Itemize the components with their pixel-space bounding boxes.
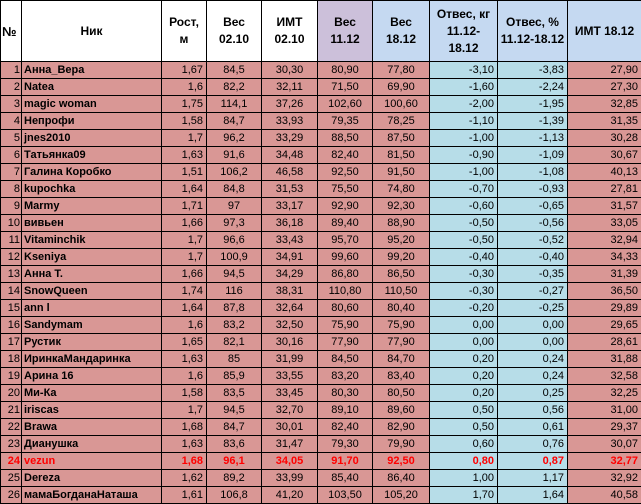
cell-row-number[interactable]: 4	[1, 113, 22, 130]
table-row	[1, 402, 641, 419]
cell-bmi-0210[interactable]: 34,29	[262, 266, 318, 283]
header-loss-kg[interactable]: Отвес, кг 11.12-18.12	[430, 1, 498, 62]
cell-weight-1812[interactable]: 83,40	[373, 368, 430, 385]
cell-loss-kg[interactable]: 0,20	[430, 385, 498, 402]
cell-height[interactable]: 1,74	[162, 283, 207, 300]
cell-bmi-1812[interactable]: 32,58	[568, 368, 641, 385]
cell-height[interactable]: 1,75	[162, 96, 207, 113]
cell-loss-kg[interactable]: 0,50	[430, 419, 498, 436]
cell-weight-0210[interactable]: 114,1	[207, 96, 262, 113]
cell-row-number[interactable]: 6	[1, 147, 22, 164]
cell-loss-kg[interactable]: -0,70	[430, 181, 498, 198]
cell-weight-1812[interactable]: 84,70	[373, 351, 430, 368]
cell-height[interactable]: 1,6	[162, 368, 207, 385]
cell-row-number[interactable]: 7	[1, 164, 22, 181]
cell-row-number[interactable]: 16	[1, 317, 22, 334]
cell-bmi-0210[interactable]: 30,30	[262, 62, 318, 79]
cell-loss-pct[interactable]: 0,61	[498, 419, 568, 436]
cell-nick[interactable]: Sandymam	[22, 317, 162, 334]
cell-loss-pct[interactable]: -3,83	[498, 62, 568, 79]
cell-row-number[interactable]: 25	[1, 470, 22, 487]
cell-loss-pct[interactable]: 1,17	[498, 470, 568, 487]
cell-weight-1112[interactable]: 80,60	[318, 300, 373, 317]
cell-bmi-0210[interactable]: 33,99	[262, 470, 318, 487]
cell-loss-pct[interactable]: 0,24	[498, 368, 568, 385]
cell-weight-0210[interactable]: 106,2	[207, 164, 262, 181]
cell-row-number[interactable]: 10	[1, 215, 22, 232]
cell-loss-pct[interactable]: -0,65	[498, 198, 568, 215]
table-row	[1, 334, 641, 351]
cell-bmi-1812[interactable]: 29,65	[568, 317, 641, 334]
cell-height[interactable]: 1,68	[162, 453, 207, 470]
table-row	[1, 368, 641, 385]
cell-weight-0210[interactable]: 85,9	[207, 368, 262, 385]
cell-weight-1112[interactable]: 79,35	[318, 113, 373, 130]
cell-row-number[interactable]: 20	[1, 385, 22, 402]
cell-bmi-0210[interactable]: 34,05	[262, 453, 318, 470]
cell-bmi-0210[interactable]: 31,47	[262, 436, 318, 453]
cell-row-number[interactable]: 11	[1, 232, 22, 249]
cell-weight-1812[interactable]: 87,50	[373, 130, 430, 147]
cell-loss-pct[interactable]: -0,93	[498, 181, 568, 198]
cell-weight-1812[interactable]: 78,25	[373, 113, 430, 130]
cell-bmi-1812[interactable]: 30,67	[568, 147, 641, 164]
cell-bmi-0210[interactable]: 33,93	[262, 113, 318, 130]
cell-bmi-0210[interactable]: 38,31	[262, 283, 318, 300]
cell-loss-pct[interactable]: -1,09	[498, 147, 568, 164]
cell-bmi-0210[interactable]: 32,64	[262, 300, 318, 317]
cell-nick[interactable]: iriscas	[22, 402, 162, 419]
cell-bmi-0210[interactable]: 34,91	[262, 249, 318, 266]
cell-row-number[interactable]: 21	[1, 402, 22, 419]
cell-nick[interactable]: Татьянка09	[22, 147, 162, 164]
table-row	[1, 62, 641, 79]
cell-bmi-1812[interactable]: 28,61	[568, 334, 641, 351]
cell-weight-1812[interactable]: 95,20	[373, 232, 430, 249]
cell-nick[interactable]: Dereza	[22, 470, 162, 487]
cell-loss-kg[interactable]: 0,80	[430, 453, 498, 470]
cell-row-number[interactable]: 26	[1, 487, 22, 504]
cell-nick[interactable]: Marmy	[22, 198, 162, 215]
cell-height[interactable]: 1,7	[162, 232, 207, 249]
cell-weight-0210[interactable]: 96,1	[207, 453, 262, 470]
cell-weight-0210[interactable]: 116	[207, 283, 262, 300]
cell-weight-1112[interactable]: 91,70	[318, 453, 373, 470]
cell-loss-kg[interactable]: -1,60	[430, 79, 498, 96]
cell-weight-0210[interactable]: 91,6	[207, 147, 262, 164]
cell-row-number[interactable]: 17	[1, 334, 22, 351]
cell-nick[interactable]: Kseniya	[22, 249, 162, 266]
cell-weight-0210[interactable]: 83,5	[207, 385, 262, 402]
cell-loss-pct[interactable]: 0,24	[498, 351, 568, 368]
cell-height[interactable]: 1,67	[162, 62, 207, 79]
cell-row-number[interactable]: 12	[1, 249, 22, 266]
cell-weight-1812[interactable]: 86,40	[373, 470, 430, 487]
cell-bmi-1812[interactable]: 27,90	[568, 62, 641, 79]
cell-weight-0210[interactable]: 97,3	[207, 215, 262, 232]
table-row	[1, 436, 641, 453]
cell-nick[interactable]: Natea	[22, 79, 162, 96]
cell-weight-1812[interactable]: 81,50	[373, 147, 430, 164]
cell-nick[interactable]: Анна_Вера	[22, 62, 162, 79]
table-row	[1, 164, 641, 181]
cell-loss-pct[interactable]: 0,00	[498, 317, 568, 334]
cell-height[interactable]: 1,58	[162, 385, 207, 402]
cell-loss-pct[interactable]: -0,52	[498, 232, 568, 249]
cell-loss-pct[interactable]: -0,25	[498, 300, 568, 317]
cell-bmi-1812[interactable]: 27,30	[568, 79, 641, 96]
table-row	[1, 96, 641, 113]
cell-weight-1812[interactable]: 86,50	[373, 266, 430, 283]
header-number[interactable]: №	[1, 1, 22, 62]
cell-weight-0210[interactable]: 96,2	[207, 130, 262, 147]
cell-height[interactable]: 1,63	[162, 351, 207, 368]
cell-nick[interactable]: мамаБогданаНаташа	[22, 487, 162, 504]
cell-height[interactable]: 1,66	[162, 266, 207, 283]
cell-nick[interactable]: Рустик	[22, 334, 162, 351]
cell-nick[interactable]: Анна Т.	[22, 266, 162, 283]
cell-weight-0210[interactable]: 96,6	[207, 232, 262, 249]
cell-weight-1812[interactable]: 91,50	[373, 164, 430, 181]
cell-weight-1812[interactable]: 80,40	[373, 300, 430, 317]
header-bmi-1812[interactable]: ИМТ 18.12	[568, 1, 641, 62]
cell-nick[interactable]: вивьен	[22, 215, 162, 232]
cell-nick[interactable]: jnes2010	[22, 130, 162, 147]
cell-row-number[interactable]: 15	[1, 300, 22, 317]
cell-bmi-1812[interactable]: 40,13	[568, 164, 641, 181]
cell-weight-1812[interactable]: 74,80	[373, 181, 430, 198]
cell-loss-kg[interactable]: -2,00	[430, 96, 498, 113]
table-row	[1, 351, 641, 368]
header-weight-1812[interactable]: Вес 18.12	[373, 1, 430, 62]
cell-loss-kg[interactable]: 0,00	[430, 334, 498, 351]
header-bmi-0210[interactable]: ИМТ 02.10	[262, 1, 318, 62]
cell-nick[interactable]: kupochka	[22, 181, 162, 198]
cell-bmi-0210[interactable]: 32,11	[262, 79, 318, 96]
cell-loss-kg[interactable]: -0,40	[430, 249, 498, 266]
cell-loss-kg[interactable]: -0,50	[430, 215, 498, 232]
cell-loss-pct[interactable]: 1,64	[498, 487, 568, 504]
cell-weight-0210[interactable]: 83,6	[207, 436, 262, 453]
cell-weight-1112[interactable]: 80,90	[318, 62, 373, 79]
cell-loss-kg[interactable]: 1,00	[430, 470, 498, 487]
cell-loss-kg[interactable]: -0,50	[430, 232, 498, 249]
cell-loss-pct[interactable]: 0,87	[498, 453, 568, 470]
cell-row-number[interactable]: 23	[1, 436, 22, 453]
cell-bmi-0210[interactable]: 32,50	[262, 317, 318, 334]
header-row	[1, 1, 641, 62]
cell-weight-1112[interactable]: 99,60	[318, 249, 373, 266]
table-row	[1, 181, 641, 198]
cell-weight-1812[interactable]: 69,90	[373, 79, 430, 96]
cell-loss-pct[interactable]: 0,76	[498, 436, 568, 453]
cell-weight-1812[interactable]: 80,50	[373, 385, 430, 402]
cell-bmi-1812[interactable]: 31,57	[568, 198, 641, 215]
cell-height[interactable]: 1,7	[162, 402, 207, 419]
cell-nick[interactable]: Дианушка	[22, 436, 162, 453]
cell-height[interactable]: 1,61	[162, 487, 207, 504]
cell-weight-1812[interactable]: 79,90	[373, 436, 430, 453]
cell-bmi-1812[interactable]: 27,81	[568, 181, 641, 198]
header-weight-1112[interactable]: Вес 11.12	[318, 1, 373, 62]
table-row	[1, 215, 641, 232]
cell-height[interactable]: 1,65	[162, 334, 207, 351]
cell-loss-kg[interactable]: 0,60	[430, 436, 498, 453]
table-row	[1, 79, 641, 96]
cell-weight-1812[interactable]: 100,60	[373, 96, 430, 113]
cell-weight-1112[interactable]: 110,80	[318, 283, 373, 300]
cell-bmi-1812[interactable]: 40,58	[568, 487, 641, 504]
cell-loss-kg[interactable]: -0,90	[430, 147, 498, 164]
cell-height[interactable]: 1,66	[162, 215, 207, 232]
table-row	[1, 385, 641, 402]
cell-bmi-0210[interactable]: 32,70	[262, 402, 318, 419]
cell-weight-0210[interactable]: 83,2	[207, 317, 262, 334]
cell-bmi-0210[interactable]: 46,58	[262, 164, 318, 181]
cell-nick[interactable]: Непрофи	[22, 113, 162, 130]
cell-weight-1112[interactable]: 89,10	[318, 402, 373, 419]
cell-weight-1812[interactable]: 92,30	[373, 198, 430, 215]
cell-bmi-0210[interactable]: 34,48	[262, 147, 318, 164]
table-row	[1, 232, 641, 249]
cell-nick[interactable]: Brawa	[22, 419, 162, 436]
cell-loss-pct[interactable]: -0,40	[498, 249, 568, 266]
table-row	[1, 113, 641, 130]
cell-bmi-1812[interactable]: 31,35	[568, 113, 641, 130]
cell-weight-1112[interactable]: 82,40	[318, 419, 373, 436]
cell-loss-pct[interactable]: -0,27	[498, 283, 568, 300]
cell-weight-0210[interactable]: 84,7	[207, 419, 262, 436]
cell-bmi-0210[interactable]: 31,99	[262, 351, 318, 368]
cell-weight-1112[interactable]: 102,60	[318, 96, 373, 113]
cell-bmi-1812[interactable]: 34,33	[568, 249, 641, 266]
cell-bmi-1812[interactable]: 29,89	[568, 300, 641, 317]
cell-loss-kg[interactable]: 0,00	[430, 317, 498, 334]
cell-loss-pct[interactable]: -0,56	[498, 215, 568, 232]
cell-loss-kg[interactable]: -1,00	[430, 164, 498, 181]
cell-weight-0210[interactable]: 87,8	[207, 300, 262, 317]
cell-loss-kg[interactable]: -0,60	[430, 198, 498, 215]
cell-weight-1812[interactable]: 88,90	[373, 215, 430, 232]
table-row	[1, 249, 641, 266]
cell-height[interactable]: 1,68	[162, 419, 207, 436]
cell-row-number[interactable]: 13	[1, 266, 22, 283]
cell-nick[interactable]: ann l	[22, 300, 162, 317]
cell-weight-1112[interactable]: 84,50	[318, 351, 373, 368]
cell-row-number[interactable]: 5	[1, 130, 22, 147]
cell-nick[interactable]: magic woman	[22, 96, 162, 113]
cell-loss-kg[interactable]: -0,20	[430, 300, 498, 317]
cell-row-number[interactable]: 9	[1, 198, 22, 215]
cell-bmi-1812[interactable]: 30,07	[568, 436, 641, 453]
cell-row-number[interactable]: 19	[1, 368, 22, 385]
cell-bmi-0210[interactable]: 33,43	[262, 232, 318, 249]
cell-loss-pct[interactable]: 0,56	[498, 402, 568, 419]
cell-loss-pct[interactable]: -0,35	[498, 266, 568, 283]
cell-bmi-1812[interactable]: 32,25	[568, 385, 641, 402]
table-row	[1, 283, 641, 300]
cell-weight-1112[interactable]: 83,20	[318, 368, 373, 385]
cell-bmi-1812[interactable]: 31,00	[568, 402, 641, 419]
table-row	[1, 130, 641, 147]
cell-loss-pct[interactable]: 0,00	[498, 334, 568, 351]
cell-loss-kg[interactable]: -1,00	[430, 130, 498, 147]
cell-bmi-1812[interactable]: 31,39	[568, 266, 641, 283]
cell-row-number[interactable]: 14	[1, 283, 22, 300]
cell-loss-kg[interactable]: 1,70	[430, 487, 498, 504]
cell-row-number[interactable]: 3	[1, 96, 22, 113]
cell-weight-0210[interactable]: 100,9	[207, 249, 262, 266]
cell-loss-kg[interactable]: -0,30	[430, 283, 498, 300]
cell-weight-0210[interactable]: 82,2	[207, 79, 262, 96]
cell-bmi-1812[interactable]: 31,88	[568, 351, 641, 368]
table-row	[1, 419, 641, 436]
cell-weight-1112[interactable]: 85,40	[318, 470, 373, 487]
cell-weight-1812[interactable]: 92,50	[373, 453, 430, 470]
cell-row-number[interactable]: 24	[1, 453, 22, 470]
cell-weight-1812[interactable]: 75,90	[373, 317, 430, 334]
cell-height[interactable]: 1,62	[162, 470, 207, 487]
cell-bmi-0210[interactable]: 33,17	[262, 198, 318, 215]
cell-loss-pct[interactable]: 0,25	[498, 385, 568, 402]
cell-weight-1112[interactable]: 88,50	[318, 130, 373, 147]
cell-weight-1812[interactable]: 82,90	[373, 419, 430, 436]
cell-weight-0210[interactable]: 89,2	[207, 470, 262, 487]
cell-loss-pct[interactable]: -1,95	[498, 96, 568, 113]
cell-bmi-0210[interactable]: 30,16	[262, 334, 318, 351]
cell-weight-1812[interactable]: 77,90	[373, 334, 430, 351]
cell-height[interactable]: 1,6	[162, 79, 207, 96]
header-nick[interactable]: Ник	[22, 1, 162, 62]
cell-row-number[interactable]: 8	[1, 181, 22, 198]
cell-height[interactable]: 1,51	[162, 164, 207, 181]
cell-bmi-0210[interactable]: 33,45	[262, 385, 318, 402]
cell-height[interactable]: 1,7	[162, 249, 207, 266]
cell-nick[interactable]: Галина Коробко	[22, 164, 162, 181]
cell-weight-1112[interactable]: 92,90	[318, 198, 373, 215]
cell-bmi-1812[interactable]: 32,85	[568, 96, 641, 113]
cell-row-number[interactable]: 2	[1, 79, 22, 96]
cell-weight-1112[interactable]: 82,40	[318, 147, 373, 164]
cell-weight-1812[interactable]: 110,50	[373, 283, 430, 300]
cell-loss-kg[interactable]: -0,30	[430, 266, 498, 283]
cell-weight-1112[interactable]: 86,80	[318, 266, 373, 283]
table-row	[1, 198, 641, 215]
cell-weight-0210[interactable]: 94,5	[207, 266, 262, 283]
cell-weight-0210[interactable]: 106,8	[207, 487, 262, 504]
cell-loss-pct[interactable]: -1,39	[498, 113, 568, 130]
cell-loss-pct[interactable]: -2,24	[498, 79, 568, 96]
cell-bmi-1812[interactable]: 32,94	[568, 232, 641, 249]
cell-bmi-1812[interactable]: 29,37	[568, 419, 641, 436]
cell-bmi-0210[interactable]: 31,53	[262, 181, 318, 198]
cell-weight-0210[interactable]: 84,8	[207, 181, 262, 198]
cell-weight-0210[interactable]: 84,7	[207, 113, 262, 130]
cell-weight-1112[interactable]: 79,30	[318, 436, 373, 453]
cell-bmi-0210[interactable]: 41,20	[262, 487, 318, 504]
cell-height[interactable]: 1,6	[162, 317, 207, 334]
cell-bmi-0210[interactable]: 37,26	[262, 96, 318, 113]
cell-weight-0210[interactable]: 84,5	[207, 62, 262, 79]
cell-bmi-1812[interactable]: 32,92	[568, 470, 641, 487]
table-row	[1, 147, 641, 164]
cell-nick[interactable]: Ми-Ка	[22, 385, 162, 402]
cell-loss-kg[interactable]: 0,50	[430, 402, 498, 419]
cell-height[interactable]: 1,58	[162, 113, 207, 130]
table-row	[1, 470, 641, 487]
cell-bmi-0210[interactable]: 36,18	[262, 215, 318, 232]
table-row	[1, 487, 641, 504]
cell-height[interactable]: 1,64	[162, 300, 207, 317]
cell-height[interactable]: 1,63	[162, 147, 207, 164]
cell-loss-pct[interactable]: -1,08	[498, 164, 568, 181]
cell-bmi-0210[interactable]: 33,55	[262, 368, 318, 385]
cell-row-number[interactable]: 18	[1, 351, 22, 368]
cell-weight-1812[interactable]: 105,20	[373, 487, 430, 504]
cell-weight-0210[interactable]: 85	[207, 351, 262, 368]
header-height[interactable]: Рост, м	[162, 1, 207, 62]
cell-loss-kg[interactable]: -1,10	[430, 113, 498, 130]
cell-row-number[interactable]: 1	[1, 62, 22, 79]
cell-weight-1112[interactable]: 77,90	[318, 334, 373, 351]
cell-weight-0210[interactable]: 82,1	[207, 334, 262, 351]
cell-row-number[interactable]: 22	[1, 419, 22, 436]
cell-weight-1812[interactable]: 89,60	[373, 402, 430, 419]
cell-loss-kg[interactable]: -3,10	[430, 62, 498, 79]
cell-height[interactable]: 1,63	[162, 436, 207, 453]
cell-nick[interactable]: ИринкаМандаринка	[22, 351, 162, 368]
cell-weight-1112[interactable]: 71,50	[318, 79, 373, 96]
cell-weight-1112[interactable]: 75,90	[318, 317, 373, 334]
table-row	[1, 266, 641, 283]
table-row	[1, 317, 641, 334]
cell-loss-kg[interactable]: 0,20	[430, 368, 498, 385]
cell-nick[interactable]: Арина 16	[22, 368, 162, 385]
cell-height[interactable]: 1,64	[162, 181, 207, 198]
cell-weight-1112[interactable]: 92,50	[318, 164, 373, 181]
cell-nick[interactable]: SnowQueen	[22, 283, 162, 300]
header-weight-0210[interactable]: Вес 02.10	[207, 1, 262, 62]
cell-weight-1812[interactable]: 99,20	[373, 249, 430, 266]
table-body	[1, 62, 641, 504]
cell-bmi-0210[interactable]: 33,29	[262, 130, 318, 147]
table-row	[1, 300, 641, 317]
cell-bmi-1812[interactable]: 32,77	[568, 453, 641, 470]
cell-weight-1112[interactable]: 103,50	[318, 487, 373, 504]
cell-nick[interactable]: vezun	[22, 453, 162, 470]
cell-weight-1112[interactable]: 89,40	[318, 215, 373, 232]
table-row	[1, 453, 641, 470]
cell-weight-0210[interactable]: 94,5	[207, 402, 262, 419]
cell-nick[interactable]: Vitaminchik	[22, 232, 162, 249]
cell-bmi-1812[interactable]: 30,28	[568, 130, 641, 147]
cell-bmi-0210[interactable]: 30,01	[262, 419, 318, 436]
cell-height[interactable]: 1,71	[162, 198, 207, 215]
cell-weight-0210[interactable]: 97	[207, 198, 262, 215]
cell-height[interactable]: 1,7	[162, 130, 207, 147]
cell-weight-1112[interactable]: 95,70	[318, 232, 373, 249]
header-loss-pct[interactable]: Отвес, % 11.12-18.12	[498, 1, 568, 62]
cell-loss-pct[interactable]: -1,13	[498, 130, 568, 147]
cell-weight-1812[interactable]: 77,80	[373, 62, 430, 79]
cell-loss-kg[interactable]: 0,20	[430, 351, 498, 368]
cell-bmi-1812[interactable]: 36,50	[568, 283, 641, 300]
cell-weight-1112[interactable]: 80,30	[318, 385, 373, 402]
cell-bmi-1812[interactable]: 33,05	[568, 215, 641, 232]
cell-weight-1112[interactable]: 75,50	[318, 181, 373, 198]
